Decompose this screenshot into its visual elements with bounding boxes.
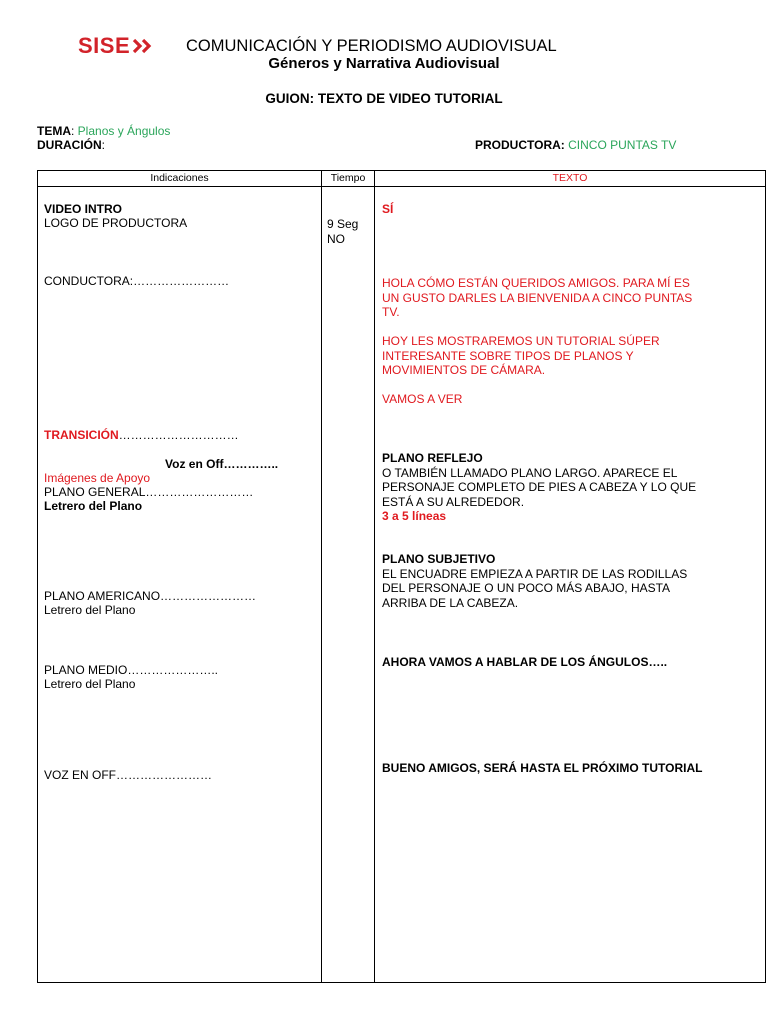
tema-label: TEMA [37,124,71,138]
course-title: COMUNICACIÓN Y PERIODISMO AUDIOVISUAL [186,37,557,55]
letrero-plano-label: Letrero del Plano [44,603,136,617]
plano-medio-label: PLANO MEDIO………………….. [44,663,219,677]
text-heading: PLANO REFLEJO [382,451,483,465]
header-divider [38,186,765,187]
document-title: GUION: TEXTO DE VIDEO TUTORIAL [265,91,503,106]
header-indicaciones: Indicaciones [150,172,209,184]
tiempo-no: NO [327,232,345,246]
text-line: ARRIBA DE LA CABEZA. [382,595,519,610]
text-line: HOY LES MOSTRAREMOS UN TUTORIAL SÚPER [382,334,660,348]
voz-en-off-label: Voz en Off………….. [165,457,279,471]
texto-plano-reflejo [382,451,696,524]
letrero-plano-label: Letrero del Plano [44,499,143,513]
text-line: TV. [382,305,400,319]
texto-hoy [382,334,660,378]
plano-americano-label: PLANO AMERICANO…………………… [44,589,257,603]
tema-value: Planos y Ángulos [77,124,171,138]
text-line: O TAMBIÉN LLAMADO PLANO LARGO. APARECE EL [382,465,678,480]
text-line: MOVIMIENTOS DE CÁMARA. [382,363,546,377]
logo-productora-label: LOGO DE PRODUCTORA [44,216,188,230]
text-line: DEL PERSONAJE O UN POCO MÁS ABAJO, HASTA [382,581,671,595]
text-line: INTERESANTE SOBRE TIPOS DE PLANOS Y [382,348,634,363]
texto-vamos: VAMOS A VER [382,392,463,406]
video-intro-label: VIDEO INTRO [44,202,123,216]
productora-row [475,138,676,152]
double-chevron-icon [132,38,154,54]
header-tiempo: Tiempo [330,172,366,184]
productora-value: CINCO PUNTAS TV [568,138,677,152]
voz-en-off-label: VOZ EN OFF…………………… [44,768,212,782]
tema-row [37,124,170,138]
text-line: PERSONAJE COMPLETO DE PIES A CABEZA Y LO QUE [382,480,697,494]
letrero-plano-label: Letrero del Plano [44,677,136,691]
header-texto: TEXTO [552,172,588,184]
texto-angulos: AHORA VAMOS A HABLAR DE LOS ÁNGULOS….. [382,655,668,669]
texto-si: SÍ [382,202,394,216]
tiempo-segundos: 9 Seg [327,217,359,231]
text-line: UN GUSTO DARLES LA BIENVENIDA A CINCO PUNTAS [382,290,693,305]
duracion-row [37,138,105,152]
logo-text: SISE [78,33,131,58]
imagenes-apoyo-label: Imágenes de Apoyo [44,471,151,485]
tema-separator: : [71,124,78,138]
column-divider [374,171,375,982]
text-heading: PLANO SUBJETIVO [382,552,496,566]
lineas-note: 3 a 5 líneas [382,509,447,523]
plano-general-label: PLANO GENERAL……………………… [44,485,254,499]
course-subtitle: Géneros y Narrativa Audiovisual [268,55,500,72]
transicion-dots: ………………………… [118,428,239,442]
text-line: EL ENCUADRE EMPIEZA A PARTIR DE LAS RODILLAS [382,566,688,581]
text-line: HOLA CÓMO ESTÁN QUERIDOS AMIGOS. PARA MÍ ES [382,276,690,290]
text-line: ESTÁ A SU ALREDEDOR. [382,494,525,509]
texto-despedida: BUENO AMIGOS, SERÁ HASTA EL PRÓXIMO TUTORIAL [382,761,703,775]
transicion-label: TRANSICIÓN [44,428,119,442]
texto-plano-subjetivo [382,552,687,610]
duracion-label: DURACIÓN [37,138,102,152]
column-divider [321,171,322,982]
conductora-label: CONDUCTORA:…………………… [44,274,230,288]
script-table [37,170,766,983]
productora-label: PRODUCTORA: [475,138,565,152]
transicion-row [44,428,239,443]
duracion-separator: : [101,138,106,152]
texto-hola [382,276,692,320]
